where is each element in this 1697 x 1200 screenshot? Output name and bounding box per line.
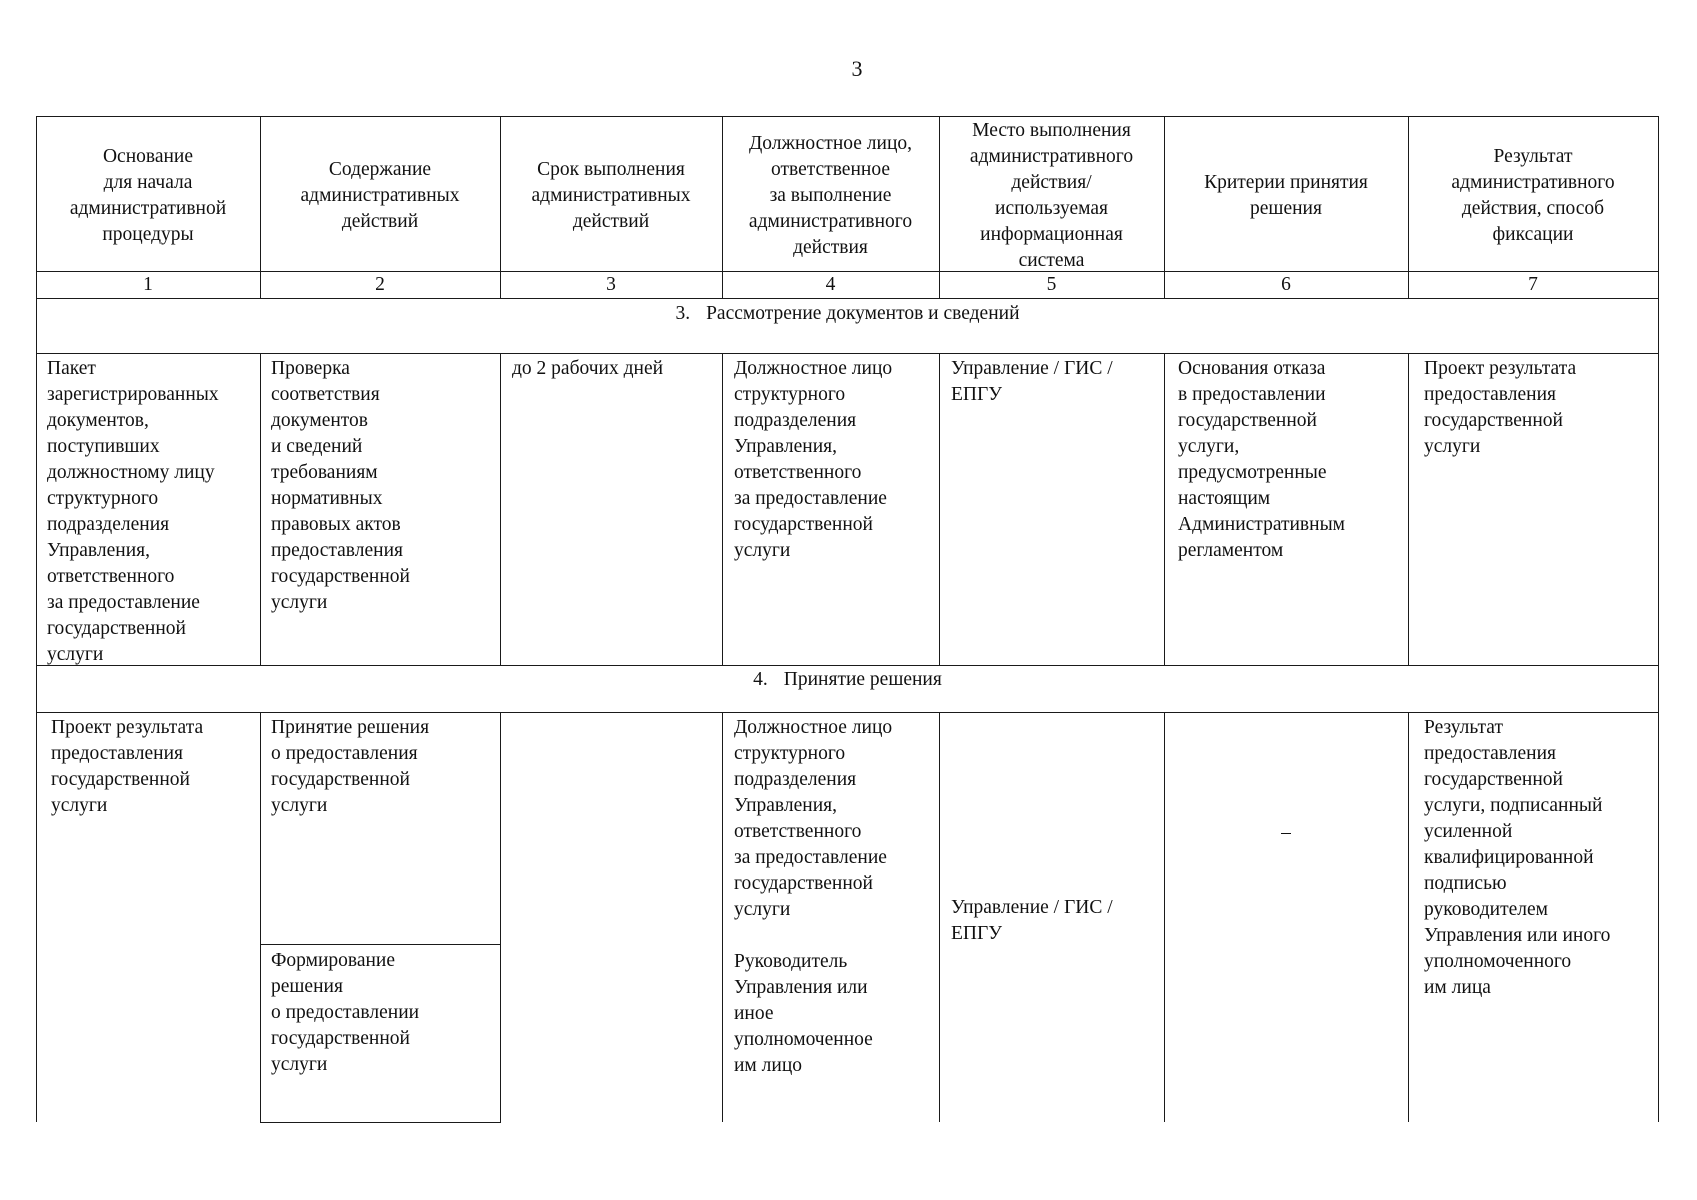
section4-divider-3 [722,712,723,1122]
section4-subrow-divider [260,944,501,945]
section4-divider-4 [939,712,940,1122]
header-col-7: Результат административного действия, способ фиксации [1451,146,1615,245]
section3-criteria: Основания отказа в предоставлении государственной услуги, предусмотренные настоящим Административным регламентом [1178,358,1346,561]
header-col-3: Срок выполнения административных действий [531,159,691,232]
column-number-3: 3 [606,274,616,295]
section3-title-text: Рассмотрение документов и сведений [706,303,1020,324]
table-top-border [36,116,1659,117]
section3-divider-6 [1408,353,1409,666]
page-number: 3 [851,56,863,81]
column-number-5: 5 [1046,274,1057,295]
section4-basis: Проект результата предоставления государственной услуги [51,717,204,816]
section3-divider-1 [260,353,261,666]
column-number-1: 1 [143,274,153,295]
section3-place: Управление / ГИС / ЕПГУ [951,358,1113,405]
section4-number: 4. [753,669,768,690]
section3-official: Должностное лицо структурного подразделения Управления, ответственного за предоставление государственной услуги [734,358,893,561]
column-number-7: 7 [1528,274,1538,295]
section3-divider-4 [939,353,940,666]
section3-deadline: до 2 рабочих дней [512,358,664,379]
header-col-6: Критерии принятия решения [1204,172,1368,219]
section3-divider-3 [722,353,723,666]
section3-number: 3. [675,303,691,324]
section3-result: Проект результата предоставления государственной услуги [1424,358,1577,457]
section3-title-bottom-border [36,353,1659,354]
column-number-2: 2 [375,274,385,295]
section4-title-bottom-border [36,712,1659,713]
header-col-2: Содержание административных действий [300,159,460,232]
column-number-6: 6 [1281,274,1291,295]
section4-subrow-bottom-border [260,1122,501,1123]
numbers-bottom-border [36,298,1659,299]
column-number-4: 4 [825,274,836,295]
section4-criteria: – [1281,822,1291,843]
section4-title [36,667,1659,693]
table-right-border [1658,116,1659,1122]
section4-divider-2 [500,712,501,1122]
section4-place: Управление / ГИС / ЕПГУ [951,897,1113,944]
section3-divider-5 [1164,353,1165,666]
section4-content-decision: Принятие решения о предоставления государственной услуги [271,717,430,816]
section4-result: Результат предоставления государственной услуги, подписанный усиленной квалифицированной подписью руководителем Управления или иного уполномоченного им лица [1424,717,1611,998]
section4-content-forming: Формирование решения о предоставлении государственной услуги [271,950,420,1075]
table-left-border [36,116,37,1122]
header-col-5: Место выполнения административного действия/ используемая информационная система [969,120,1134,271]
section4-official: Должностное лицо структурного подразделения Управления, ответственного за предоставление государственной услуги Руководитель Управления или иное уполномоченное им лицо [734,717,893,1076]
header-col-1: Основание для начала административной процедуры [69,146,227,245]
section3-content: Проверка соответствия документов и сведений требованиям нормативных правовых актов предоставления государственной услуги [271,358,410,613]
section4-divider-6 [1408,712,1409,1122]
header-col-4: Должностное лицо, ответственное за выполнение административного действия [748,133,913,258]
section4-divider-5 [1164,712,1165,1122]
section4-divider-1 [260,712,261,1122]
section3-basis: Пакет зарегистрированных документов, поступивших должностному лицу структурного подразделения Управления, ответственного за предоставление государственной услуги [47,358,219,665]
section4-title-text: Принятие решения [783,669,942,690]
section3-title [36,301,1659,327]
section3-divider-2 [500,353,501,666]
